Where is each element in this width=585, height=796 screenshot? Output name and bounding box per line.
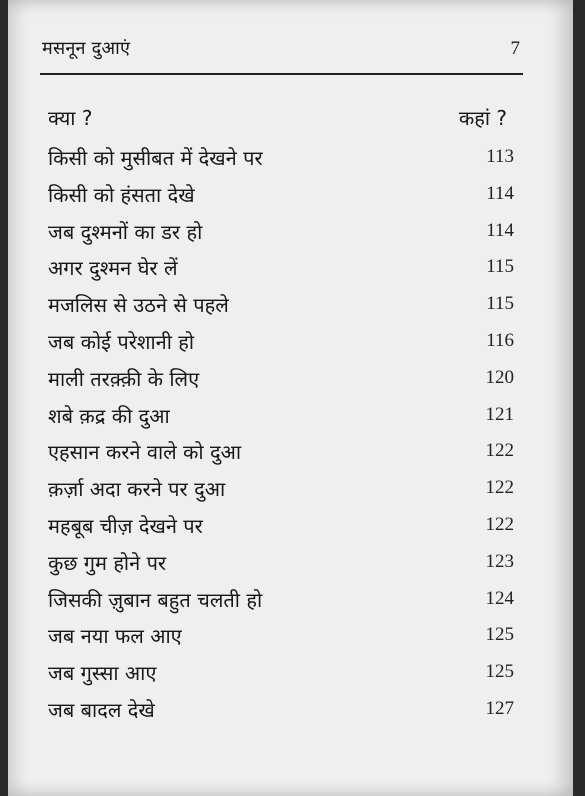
toc-entry bbox=[8, 434, 573, 471]
entry-page-number: 114 bbox=[486, 219, 514, 241]
entry-title: क़र्ज़ा अदा करने पर दुआ bbox=[48, 477, 226, 502]
toc-entry bbox=[8, 140, 573, 177]
entry-title: एहसान करने वाले को दुआ bbox=[48, 440, 242, 465]
toc-entry bbox=[8, 214, 573, 251]
entry-page-number: 122 bbox=[485, 477, 514, 499]
toc-entry bbox=[8, 692, 573, 729]
entry-page-number: 120 bbox=[485, 366, 514, 388]
entry-title: माली तरक़्क़ी के लिए bbox=[48, 366, 200, 391]
toc-entry bbox=[8, 398, 573, 435]
entry-title: जब कोई परेशानी हो bbox=[48, 329, 195, 354]
page-number: 7 bbox=[510, 38, 520, 59]
entry-page-number: 122 bbox=[485, 440, 514, 462]
entry-title: महबूब चीज़ देखने पर bbox=[48, 513, 203, 538]
entry-page-number: 122 bbox=[485, 513, 514, 535]
column-header-what: क्या ? bbox=[48, 106, 93, 130]
entry-page-number: 123 bbox=[485, 550, 514, 572]
entry-page-number: 124 bbox=[485, 587, 514, 609]
entry-page-number: 121 bbox=[485, 403, 514, 425]
entry-title: जिसकी ज़ुबान बहुत चलती हो bbox=[48, 587, 263, 612]
toc-entry bbox=[8, 361, 573, 398]
toc-entry bbox=[8, 250, 573, 287]
book-page bbox=[8, 0, 573, 796]
entry-title: जब नया फल आए bbox=[48, 624, 182, 649]
toc-entry bbox=[8, 471, 573, 508]
toc-entry bbox=[8, 655, 573, 692]
toc-entry bbox=[8, 324, 573, 361]
entry-title: किसी को हंसता देखे bbox=[48, 182, 195, 207]
entry-title: मजलिस से उठने से पहले bbox=[48, 293, 229, 318]
column-header-where: कहां ? bbox=[458, 106, 507, 130]
toc-entry bbox=[8, 582, 573, 619]
entry-title: जब दुश्मनों का डर हो bbox=[48, 219, 203, 244]
entry-title: जब गुस्सा आए bbox=[48, 661, 157, 686]
book-title: मसनून दुआएं bbox=[42, 38, 131, 59]
toc-entry bbox=[8, 545, 573, 582]
entry-title: जब बादल देखे bbox=[48, 697, 155, 722]
entry-page-number: 114 bbox=[486, 182, 514, 204]
page-header bbox=[42, 36, 520, 66]
entry-title: अगर दुश्मन घेर लें bbox=[48, 256, 178, 281]
entry-page-number: 115 bbox=[486, 293, 514, 315]
entry-page-number: 115 bbox=[486, 256, 514, 278]
entry-page-number: 125 bbox=[485, 661, 514, 683]
header-divider bbox=[40, 73, 523, 75]
toc-entry bbox=[8, 618, 573, 655]
toc-entry bbox=[8, 177, 573, 214]
entry-page-number: 116 bbox=[486, 329, 514, 351]
entry-page-number: 125 bbox=[485, 624, 514, 646]
toc-entry bbox=[8, 287, 573, 324]
entry-title: कुछ गुम होने पर bbox=[48, 550, 167, 575]
entry-page-number: 113 bbox=[486, 146, 514, 167]
toc-entry bbox=[8, 508, 573, 545]
entry-title: किसी को मुसीबत में देखने पर bbox=[48, 146, 263, 170]
entry-title: शबे क़द्र की दुआ bbox=[48, 403, 170, 428]
table-of-contents bbox=[8, 140, 573, 729]
entry-page-number: 127 bbox=[485, 697, 514, 719]
